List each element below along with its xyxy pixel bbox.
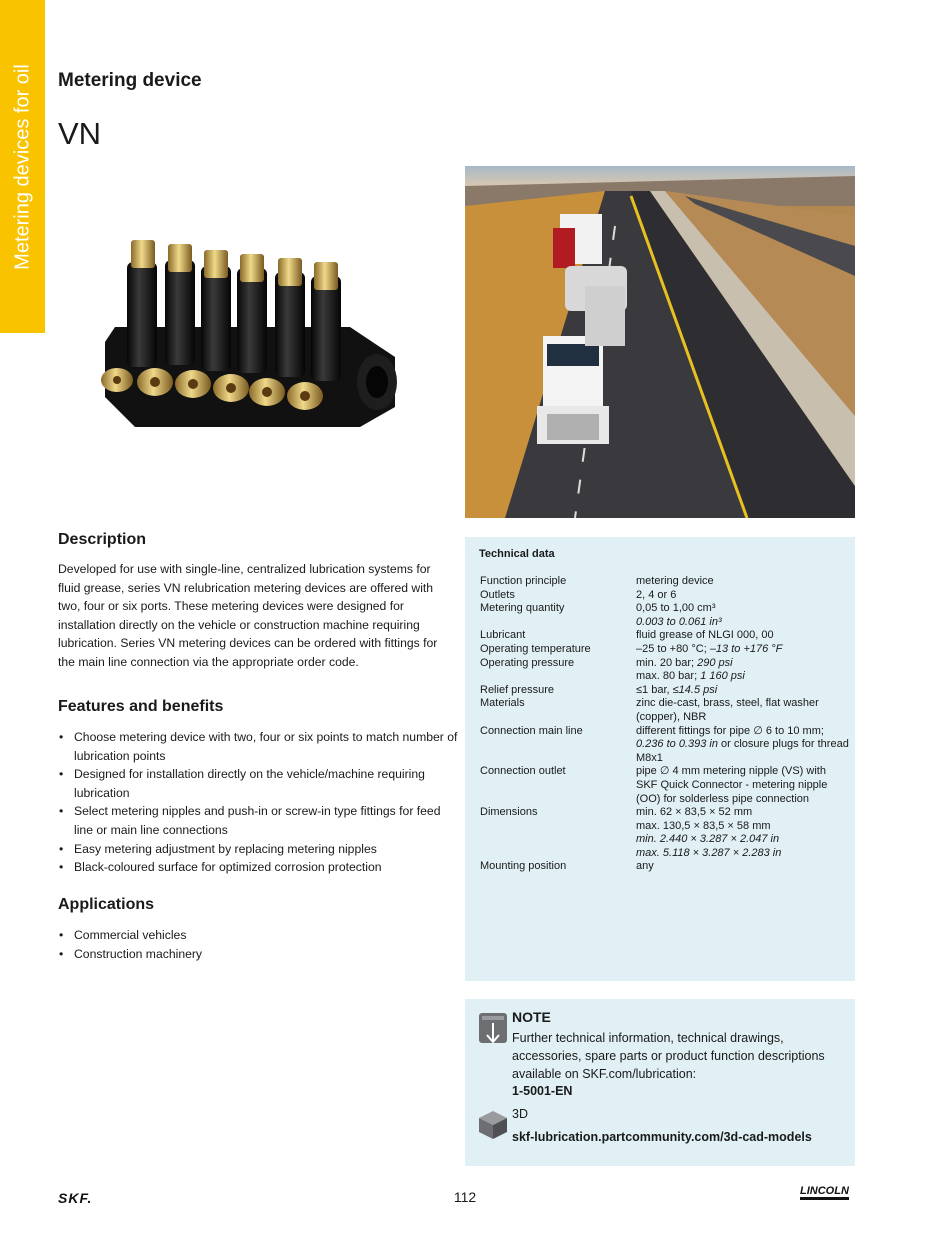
note-title: NOTE <box>512 1009 551 1025</box>
tech-value-part: 2, 4 or 6 <box>636 588 677 601</box>
tech-value <box>636 860 850 874</box>
side-tab <box>0 0 45 333</box>
tech-value-part: any <box>636 860 654 873</box>
tech-value-part: zinc die-cast, brass, steel, flat washer (copper), NBR <box>636 697 819 723</box>
tech-value <box>636 806 850 860</box>
features-list <box>58 728 458 877</box>
tech-label: Function principle <box>480 575 567 587</box>
tech-value <box>636 725 850 766</box>
tech-row <box>480 643 850 657</box>
page-title: VN <box>58 116 102 151</box>
technical-data-panel <box>465 537 855 981</box>
tech-row <box>480 575 850 589</box>
tech-value-part: –13 to +176 °F <box>709 642 783 655</box>
tech-value <box>636 602 850 629</box>
tech-value-part: 290 psi <box>697 656 733 669</box>
tech-value-part: –25 to +80 °C; <box>636 642 710 655</box>
note-panel <box>465 999 855 1166</box>
tech-value-part: 0.236 to 0.393 in <box>636 738 718 751</box>
tech-label: Materials <box>480 697 525 710</box>
tech-row <box>480 629 850 643</box>
tech-value <box>636 684 850 698</box>
tech-value <box>636 575 850 589</box>
tech-value-part: fluid grease of NLGI 000, 00 <box>636 629 774 642</box>
tech-value-part: ≤1 bar, <box>636 683 673 696</box>
page-subtitle: Metering device <box>58 70 202 91</box>
tech-row <box>480 684 850 698</box>
features-heading: Features and benefits <box>58 698 224 715</box>
tech-label: Operating temperature <box>480 642 591 655</box>
cad-models-link[interactable]: skf-lubrication.partcommunity.com/3d-cad-models <box>512 1130 812 1144</box>
tech-value-part: min. 2.440 × 3.287 × 2.047 in <box>636 833 780 846</box>
list-item: • Easy metering adjustment by replacing metering nipples <box>58 840 458 859</box>
side-tab-label: Metering devices for oil <box>11 63 33 270</box>
description-heading: Description <box>58 531 147 548</box>
tech-value <box>636 589 850 603</box>
note-body: Further technical information, technical drawings, accessories, spare parts or product function descriptions available on SKF.com/lubrication: <box>512 1031 825 1081</box>
tech-value-part: pipe ∅ 4 mm metering nipple (VS) with SKF Quick Connector - metering nipple (OO) for solderless pipe connection <box>636 765 828 805</box>
applications-list <box>58 926 458 963</box>
tech-value-part: min. 62 × 83,5 × 52 mm <box>636 806 753 819</box>
cube-3d-icon <box>477 1109 509 1141</box>
list-item: • Black-coloured surface for optimized corrosion protection <box>58 858 458 877</box>
tech-value-part: 0.003 to 0.061 in³ <box>636 615 722 628</box>
list-item: • Choose metering device with two, four or six points to match number of lubrication points <box>58 728 458 765</box>
tech-value <box>636 765 850 806</box>
technical-data-table <box>480 575 850 874</box>
list-item: • Select metering nipples and push-in or screw-in type fittings for feed line or main line connections <box>58 802 458 839</box>
tech-row <box>480 657 850 684</box>
tech-value-part: metering device <box>636 575 714 587</box>
tech-value-part: or closure plugs for thread M8x1 <box>636 738 849 764</box>
tech-value-part: max. 5.118 × 3.287 × 2.283 in <box>636 846 782 859</box>
tech-label: Operating pressure <box>480 656 575 669</box>
highway-truck-photo <box>465 166 855 518</box>
tech-label: Relief pressure <box>480 683 554 696</box>
tech-label: Mounting position <box>480 860 567 873</box>
tech-value <box>636 643 850 657</box>
tech-label: Dimensions <box>480 806 538 819</box>
tech-row <box>480 697 850 724</box>
tech-label: Outlets <box>480 588 515 601</box>
applications-heading: Applications <box>58 896 155 913</box>
tech-value-part: ≤14.5 psi <box>672 683 718 696</box>
tech-value-part: max. 130,5 × 83,5 × 58 mm <box>636 819 771 832</box>
description-text: Developed for use with single-line, centralized lubrication systems for fluid grease, series VN relubrication metering devices are offered with two, four or six ports. These metering devices were designed for installation directly on the vehicle or construction machine requiring lubrication. Series VN metering devices can be ordered with fittings for the main line connection via the appropriate order code. <box>58 562 438 669</box>
tech-row <box>480 725 850 766</box>
tech-label: Connection main line <box>480 724 583 737</box>
product-image <box>95 232 405 442</box>
list-item: • Commercial vehicles <box>58 926 458 945</box>
note-3d-label: 3D <box>512 1107 528 1121</box>
tech-label: Metering quantity <box>480 602 565 615</box>
tech-value <box>636 697 850 724</box>
tech-row <box>480 589 850 603</box>
skf-logo: SKF. <box>58 1190 93 1206</box>
tech-row <box>480 806 850 860</box>
tech-value <box>636 629 850 643</box>
tech-value-part: max. 80 bar; <box>636 670 701 683</box>
tech-row <box>480 602 850 629</box>
tech-label: Connection outlet <box>480 765 566 778</box>
document-download-icon <box>477 1011 509 1047</box>
note-document-code: 1-5001-EN <box>512 1084 573 1098</box>
tech-value <box>636 657 850 684</box>
tech-value-part: different fittings for pipe ∅ 6 to 10 mm; <box>636 724 824 737</box>
tech-value-part: min. 20 bar; <box>636 656 698 669</box>
tech-value-part: 1 160 psi <box>700 670 745 683</box>
tech-label: Lubricant <box>480 629 526 642</box>
technical-data-heading: Technical data <box>479 548 555 560</box>
tech-row <box>480 860 850 874</box>
list-item: • Designed for installation directly on the vehicle/machine requiring lubrication <box>58 765 458 802</box>
lincoln-logo: LINCOLN <box>800 1186 849 1200</box>
tech-value-part: 0,05 to 1,00 cm³ <box>636 602 716 615</box>
page-number: 112 <box>453 1189 477 1205</box>
tech-row <box>480 765 850 806</box>
list-item: • Construction machinery <box>58 945 458 964</box>
